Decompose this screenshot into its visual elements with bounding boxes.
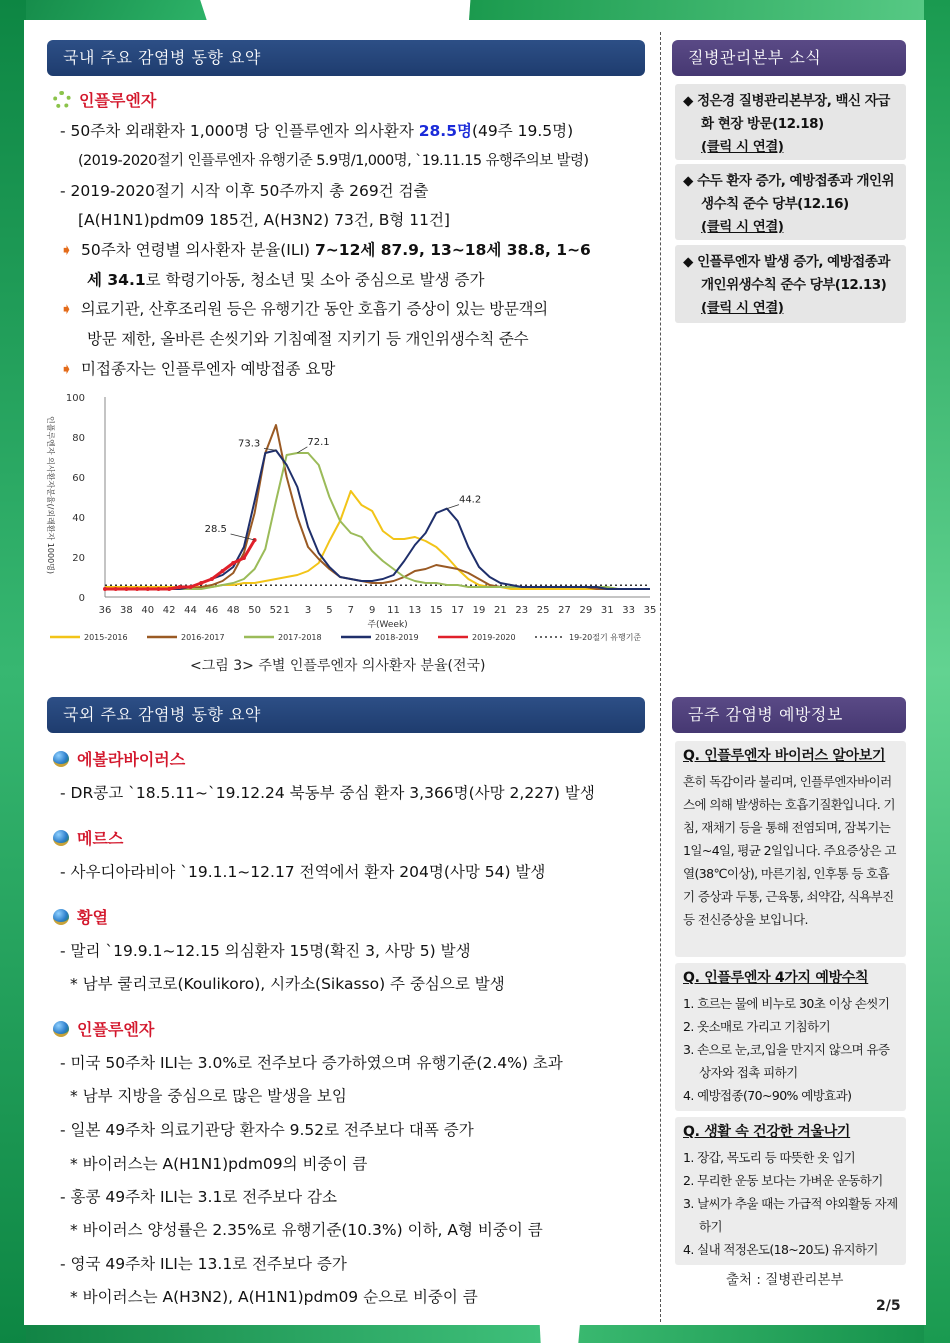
x-tick-label: 21	[494, 605, 507, 616]
q3-item: 2. 무리한 운동 보다는 가벼운 운동하기	[683, 1173, 883, 1188]
source-note: 출처 : 질병관리본부	[726, 1272, 844, 1288]
legend-label: 2018-2019	[375, 633, 419, 642]
y-tick-label: 40	[72, 513, 85, 524]
x-tick-label: 44	[184, 605, 197, 616]
series-point	[124, 587, 128, 591]
x-tick-label: 35	[643, 605, 657, 616]
q2-title: Q. 인플루엔자 4가지 예방수칙	[683, 970, 869, 986]
x-tick-label: 17	[451, 605, 465, 616]
domestic-line-8: 방문 제한, 올바른 손씻기와 기침예절 지키기 등 개인위생수칙 준수	[87, 330, 529, 348]
domestic-line-1: - 50주차 외래환자 1,000명 당 인플루엔자 의사환자 28.5명(49주 19.5명)	[60, 122, 574, 140]
x-tick-label: 40	[141, 605, 155, 616]
y-tick-label: 100	[65, 393, 85, 404]
series-point	[221, 569, 225, 573]
q3-item: 3. 날씨가 추울 때는 가급적 야외활동 자제하기	[683, 1196, 898, 1234]
y-tick-label: 60	[72, 473, 85, 484]
legend-label: 19-20절기 유행기준	[569, 633, 642, 642]
series-point	[210, 577, 214, 581]
series-point	[146, 587, 150, 591]
y-tick-label: 80	[72, 433, 85, 444]
flu-line-3: - 일본 49주차 의료기관당 환자수 9.52로 전주보다 대폭 증가	[60, 1121, 474, 1139]
q2-item: 3. 손으로 눈,코,입을 만지지 않으며 유증상자와 접촉 피하기	[683, 1042, 890, 1080]
series-point	[114, 587, 118, 591]
legend-label: 2019-2020	[472, 633, 516, 642]
y-tick-label: 20	[72, 553, 85, 564]
q2-item: 1. 흐르는 물에 비누로 30초 이상 손씻기	[683, 996, 890, 1011]
x-tick-label: 23	[515, 605, 529, 616]
prevention-header: 금주 감염병 예방정보	[672, 697, 906, 733]
column-divider	[660, 32, 661, 1322]
series-line-2016-2017	[105, 425, 650, 589]
domestic-line-6: 세 34.1로 학령기아동, 청소년 및 소아 중심으로 발생 증가	[87, 271, 485, 289]
news-item-2[interactable]: ◆ 수두 환자 증가, 예방접종과 개인위생수칙 준수 당부(12.16) (클릭 시 연결)	[675, 164, 906, 240]
news-header: 질병관리본부 소식	[672, 40, 906, 76]
domestic-header: 국내 주요 감염병 동향 요약	[47, 40, 645, 76]
legend-label: 2016-2017	[181, 633, 225, 642]
series-line-2015-2016	[105, 491, 650, 589]
news-link-3[interactable]: (클릭 시 연결)	[701, 300, 784, 316]
arrow-icon: ➧	[60, 300, 73, 318]
annotation-label: 44.2	[458, 494, 482, 506]
series-point	[156, 587, 160, 591]
x-tick-label: 42	[162, 605, 176, 616]
news-link-2[interactable]: (클릭 시 연결)	[701, 219, 784, 235]
annotation-leader	[297, 447, 307, 453]
y-tick-label: 0	[78, 593, 85, 604]
mers-line-1: - 사우디아라비아 `19.1.1~12.17 전역에서 환자 204명(사망 54) 발생	[60, 863, 546, 881]
news-item-3[interactable]: ◆ 인플루엔자 발생 증가, 예방접종과 개인위생수칙 준수 당부(12.13) (클릭 시 연결)	[675, 245, 906, 323]
ebola-title: 에볼라바이러스	[53, 747, 185, 770]
x-tick-label: 19	[472, 605, 486, 616]
series-point	[135, 587, 139, 591]
domestic-line-3: - 2019-2020절기 시작 이후 50주까지 총 269건 검출	[60, 182, 429, 200]
flu-weekly-chart	[38, 385, 658, 650]
series-point	[103, 587, 107, 591]
flu-line-6: * 바이러스 양성률은 2.35%로 유행기준(10.3%) 이하, A형 비중이 큼	[70, 1221, 543, 1239]
yellow-line-1: - 말리 `19.9.1~12.15 의심환자 15명(확진 3, 사망 5) 발생	[60, 942, 471, 960]
q3-item: 1. 장갑, 목도리 등 따뜻한 옷 입기	[683, 1150, 856, 1165]
x-tick-label: 36	[98, 605, 112, 616]
gear-icon	[53, 91, 71, 109]
prevention-q1-box	[675, 741, 906, 957]
x-tick-label: 11	[387, 605, 400, 616]
annotation-label: 28.5	[204, 524, 227, 535]
chart-caption: <그림 3> 주별 인플루엔자 의사환자 분율(전국)	[190, 658, 486, 674]
ebola-line-1: - DR콩고 `18.5.11~`19.12.24 북동부 중심 환자 3,366명(사망 2,227) 발생	[60, 784, 595, 802]
arrow-icon: ➧	[60, 241, 73, 259]
flu-line-7: - 영국 49주차 ILI는 13.1로 전주보다 증가	[60, 1255, 347, 1273]
x-tick-label: 33	[622, 605, 635, 616]
q2-item: 4. 예방접종(70~90% 예방효과)	[683, 1088, 852, 1103]
globe-icon	[53, 830, 69, 846]
news-link-1[interactable]: (클릭 시 연결)	[701, 139, 784, 155]
domestic-line-4: [A(H1N1)pdm09 185건, A(H3N2) 73건, B형 11건]	[78, 211, 450, 229]
flu-line-4: * 바이러스는 A(H1N1)pdm09의 비중이 큼	[70, 1155, 368, 1173]
x-tick-label: 38	[120, 605, 133, 616]
x-tick-label: 25	[536, 605, 550, 616]
domestic-line-9: ➧ 미접종자는 인플루엔자 예방접종 요망	[60, 360, 336, 378]
yellow-fever-title: 황열	[53, 905, 108, 928]
legend-label: 2017-2018	[278, 633, 322, 642]
mers-title: 메르스	[53, 826, 123, 849]
yellow-line-2: * 남부 쿨리코로(Koulikoro), 시카소(Sikasso) 주 중심으로 발생	[70, 975, 505, 993]
globe-icon	[53, 1021, 69, 1037]
domestic-line-5: ➧ 50주차 연령별 의사환자 분율(ILI) 7~12세 87.9, 13~18세 38.8, 1~6	[60, 241, 591, 259]
q3-item: 4. 실내 적정온도(18~20도) 유지하기	[683, 1242, 878, 1257]
x-tick-label: 31	[600, 605, 614, 616]
series-point	[188, 585, 192, 589]
news-item-1[interactable]: ◆ 정은경 질병관리본부장, 백신 자급화 현장 방문(12.18) (클릭 시 연결)	[675, 84, 906, 160]
annotation-leader	[447, 505, 459, 509]
x-tick-label: 50	[248, 605, 261, 616]
domestic-line-7: ➧ 의료기관, 산후조리원 등은 유행기간 동안 호흡기 증상이 있는 방문객의	[60, 300, 548, 318]
domestic-line-2: (2019-2020절기 인플루엔자 유행기준 5.9명/1,000명, `19.11.15 유행주의보 발령)	[78, 153, 589, 169]
series-point	[199, 581, 203, 585]
q2-item: 2. 옷소매로 가리고 기침하기	[683, 1019, 831, 1034]
annotation-label: 72.1	[307, 436, 330, 448]
x-tick-label: 29	[579, 605, 593, 616]
prevention-q2-box	[675, 963, 906, 1111]
flu-line-8: * 바이러스는 A(H3N2), A(H1N1)pdm09 순으로 비중이 큼	[70, 1288, 478, 1306]
q3-title: Q. 생활 속 건강한 겨울나기	[683, 1124, 851, 1140]
flu-line-5: - 홍콩 49주차 ILI는 3.1로 전주보다 감소	[60, 1188, 337, 1206]
series-point	[242, 556, 246, 560]
overseas-flu-title: 인플루엔자	[53, 1017, 154, 1040]
x-tick-label: 46	[205, 605, 219, 616]
globe-icon	[53, 751, 69, 767]
legend-label: 2015-2016	[84, 633, 128, 642]
overseas-header: 국외 주요 감염병 동향 요약	[47, 697, 645, 733]
prevention-q3-box	[675, 1117, 906, 1265]
globe-icon	[53, 909, 69, 925]
x-tick-label: 27	[558, 605, 571, 616]
x-tick-label: 7	[347, 605, 354, 616]
q1-title: Q. 인플루엔자 바이러스 알아보기	[683, 748, 886, 764]
x-tick-label: 3	[304, 605, 312, 616]
domestic-flu-title: 인플루엔자	[53, 88, 156, 111]
flu-line-2: * 남부 지방을 중심으로 많은 발생을 보임	[70, 1087, 347, 1105]
q1-body: 흔히 독감이라 불리며, 인플루엔자바이러스에 의해 발생하는 호흡기질환입니다. 기침, 재채기 등을 통해 전염되며, 잠복기는 1일~4일, 평균 2일입니다. 주요증상은 고열(38℃이상), 마른기침, 인후통 등 호흡기 증상과 두통, 근육통, 쇠약감, 식욕부진 등 전신증상을 보입니다.	[683, 774, 896, 927]
x-tick-label: 1	[283, 605, 290, 616]
x-tick-label: 5	[326, 605, 333, 616]
flu-line-1: - 미국 50주차 ILI는 3.0%로 전주보다 증가하였으며 유행기준(2.4%) 초과	[60, 1054, 563, 1072]
x-tick-label: 9	[368, 605, 376, 616]
page-number: 2/5	[876, 1298, 901, 1314]
series-point	[231, 561, 235, 565]
x-tick-label: 13	[408, 605, 422, 616]
arrow-icon: ➧	[60, 360, 73, 378]
x-axis-label: 주(Week)	[367, 620, 408, 630]
x-tick-label: 48	[226, 605, 240, 616]
series-point	[178, 585, 182, 589]
series-point	[167, 587, 171, 591]
x-tick-label: 52	[269, 605, 283, 616]
annotation-leader	[231, 534, 255, 540]
x-tick-label: 15	[429, 605, 443, 616]
y-axis-label: 인플루엔자 의사환자분율(/외래환자 1000명)	[46, 415, 55, 575]
annotation-label: 73.3	[237, 438, 261, 450]
